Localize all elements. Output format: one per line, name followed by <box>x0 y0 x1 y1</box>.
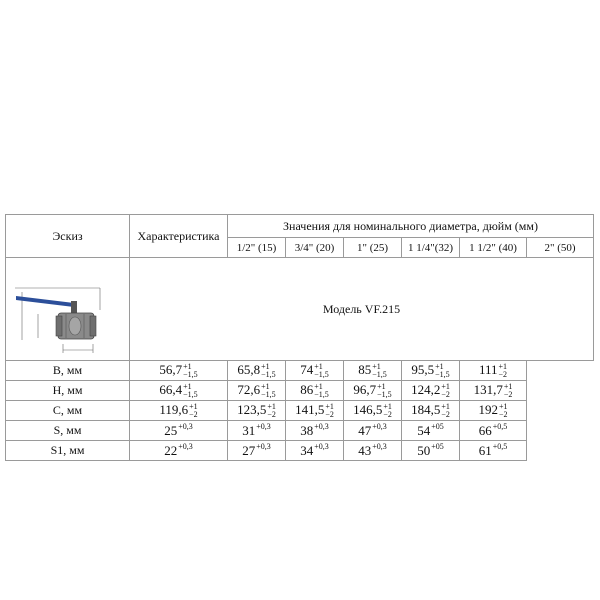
tolerance-lower: −1,5 <box>261 370 276 379</box>
sketch-cell <box>6 258 130 361</box>
tolerance-lower: −2 <box>383 410 392 419</box>
value-cell <box>130 421 228 441</box>
value-cell <box>344 401 402 421</box>
tolerance-upper: +1 <box>503 382 513 391</box>
row-label: S, мм <box>6 421 130 441</box>
value-base: 25 <box>164 422 178 438</box>
tolerance <box>183 363 198 379</box>
value-base: 72,6 <box>237 381 261 397</box>
value-cell <box>460 361 527 381</box>
size-header: 3/4" (20) <box>286 238 344 258</box>
tolerance <box>183 383 198 399</box>
value-base: 56,7 <box>159 361 183 377</box>
row-label: B, мм <box>6 361 130 381</box>
tolerance <box>267 403 276 419</box>
row-label: H, мм <box>6 381 130 401</box>
tolerance-upper: +0,3 <box>256 442 271 452</box>
value-cell <box>286 361 344 381</box>
value-cell <box>402 401 460 421</box>
tolerance-upper: +1 <box>377 382 386 391</box>
tolerance <box>383 403 392 419</box>
tolerance-upper: +1 <box>183 362 192 371</box>
tolerance-upper: +0,3 <box>178 422 193 432</box>
tolerance <box>441 383 450 399</box>
value-cell <box>460 441 527 461</box>
value-base: 66,4 <box>159 381 183 397</box>
row-label: S1, мм <box>6 441 130 461</box>
tolerance <box>441 403 450 419</box>
tolerance-upper: +1 <box>261 362 270 371</box>
tolerance-lower: −1,5 <box>183 390 198 399</box>
tolerance-upper: +1 <box>314 362 323 371</box>
tolerance <box>189 403 198 419</box>
tolerance-upper: +1 <box>435 362 444 371</box>
value-base: 54 <box>417 422 431 438</box>
value-cell <box>130 361 228 381</box>
tolerance-upper: +1 <box>314 382 323 391</box>
tolerance-upper: +0,5 <box>492 422 508 432</box>
value-cell <box>286 381 344 401</box>
ball-valve-drawing-icon <box>8 258 128 360</box>
value-cell <box>344 421 402 441</box>
value-cell <box>228 381 286 401</box>
tolerance-upper: +1 <box>261 382 270 391</box>
tolerance-upper: +1 <box>498 402 508 411</box>
value-base: 27 <box>242 442 256 458</box>
tolerance-upper: +1 <box>325 402 334 411</box>
tolerance <box>504 383 513 399</box>
table-row <box>6 361 594 381</box>
tolerance-lower: −1,5 <box>377 390 392 399</box>
value-base: 131,7 <box>473 381 503 397</box>
value-cell <box>286 401 344 421</box>
tolerance-lower: −2 <box>325 410 334 419</box>
tolerance <box>372 363 387 379</box>
value-cell <box>130 441 228 461</box>
tolerance-upper: +1 <box>441 382 450 391</box>
tolerance-upper: +05 <box>431 422 444 432</box>
tolerance-upper: +0,5 <box>492 442 508 452</box>
tolerance-upper: +1 <box>183 382 192 391</box>
table-row <box>6 441 594 461</box>
tolerance-upper: +0,3 <box>372 442 387 452</box>
value-base: 111 <box>478 361 498 377</box>
tolerance-lower: −2 <box>498 410 508 419</box>
value-base: 123,5 <box>237 401 267 417</box>
value-cell <box>286 441 344 461</box>
tolerance-upper: +1 <box>267 402 276 411</box>
value-base: 184,5 <box>411 401 441 417</box>
tolerance-lower: −1,5 <box>435 370 450 379</box>
values-header: Значения для номинального диаметра, дюйм (мм) <box>228 215 594 238</box>
value-base: 66 <box>478 422 492 438</box>
model-title: Модель VF.215 <box>130 258 594 361</box>
size-header: 1" (25) <box>344 238 402 258</box>
table-row <box>6 401 594 421</box>
tolerance-upper: +0,3 <box>178 442 193 452</box>
tolerance-upper: +0,3 <box>314 422 329 432</box>
value-base: 96,7 <box>353 381 377 397</box>
value-base: 50 <box>417 442 431 458</box>
value-base: 141,5 <box>295 401 325 417</box>
table-row <box>6 421 594 441</box>
tolerance-upper: +1 <box>372 362 381 371</box>
value-base: 34 <box>300 442 314 458</box>
value-base: 38 <box>300 422 314 438</box>
tolerance-upper: +0,3 <box>372 422 387 432</box>
tolerance <box>499 403 508 419</box>
value-cell <box>402 361 460 381</box>
size-header: 1 1/4"(32) <box>402 238 460 258</box>
tolerance-upper: +0,3 <box>314 442 329 452</box>
tolerance <box>314 383 329 399</box>
size-header: 2" (50) <box>527 238 594 258</box>
characteristic-header: Характеристика <box>130 215 228 258</box>
tolerance-lower: −1,5 <box>261 390 276 399</box>
size-header: 1/2" (15) <box>228 238 286 258</box>
value-base: 124,2 <box>411 381 441 397</box>
value-cell <box>344 361 402 381</box>
value-base: 61 <box>478 442 492 458</box>
tolerance-lower: −1,5 <box>372 370 387 379</box>
tolerance-upper: +0,3 <box>256 422 271 432</box>
value-cell <box>228 361 286 381</box>
tolerance-upper: +1 <box>441 402 450 411</box>
value-cell <box>130 381 228 401</box>
sketch-header: Эскиз <box>6 215 130 258</box>
tolerance <box>261 363 276 379</box>
value-cell <box>228 401 286 421</box>
value-base: 192 <box>478 401 498 417</box>
value-cell <box>286 421 344 441</box>
value-base: 119,6 <box>159 401 189 417</box>
tolerance-lower: −2 <box>189 410 198 419</box>
value-cell <box>460 421 527 441</box>
value-cell <box>344 381 402 401</box>
row-label: C, мм <box>6 401 130 421</box>
value-base: 86 <box>300 381 314 397</box>
tolerance-lower: −2 <box>503 390 513 399</box>
tolerance <box>499 363 508 379</box>
table-row <box>6 381 594 401</box>
tolerance-lower: −2 <box>441 390 450 399</box>
tolerance <box>314 363 329 379</box>
value-cell <box>130 401 228 421</box>
value-cell <box>402 421 460 441</box>
tolerance <box>435 363 450 379</box>
value-base: 65,8 <box>237 361 261 377</box>
value-cell <box>402 441 460 461</box>
tolerance <box>261 383 276 399</box>
value-base: 43 <box>358 442 372 458</box>
tolerance-lower: −2 <box>498 370 508 379</box>
value-base: 85 <box>358 361 372 377</box>
tolerance-lower: −1,5 <box>314 390 329 399</box>
value-base: 74 <box>300 361 314 377</box>
tolerance <box>377 383 392 399</box>
tolerance-lower: −2 <box>441 410 450 419</box>
value-base: 22 <box>164 442 178 458</box>
tolerance-lower: −1,5 <box>183 370 198 379</box>
tolerance-upper: +1 <box>189 402 198 411</box>
tolerance-lower: −1,5 <box>314 370 329 379</box>
value-cell <box>228 421 286 441</box>
value-base: 47 <box>358 422 372 438</box>
tolerance <box>325 403 334 419</box>
tolerance-upper: +1 <box>383 402 392 411</box>
value-cell <box>228 441 286 461</box>
tolerance-upper: +1 <box>498 362 508 371</box>
value-base: 31 <box>242 422 256 438</box>
value-cell <box>344 441 402 461</box>
value-cell <box>460 401 527 421</box>
value-cell <box>460 381 527 401</box>
value-base: 146,5 <box>353 401 383 417</box>
spec-table <box>5 214 594 461</box>
value-cell <box>402 381 460 401</box>
size-header: 1 1/2" (40) <box>460 238 527 258</box>
tolerance-upper: +05 <box>431 442 444 452</box>
tolerance-lower: −2 <box>267 410 276 419</box>
value-base: 95,5 <box>411 361 435 377</box>
